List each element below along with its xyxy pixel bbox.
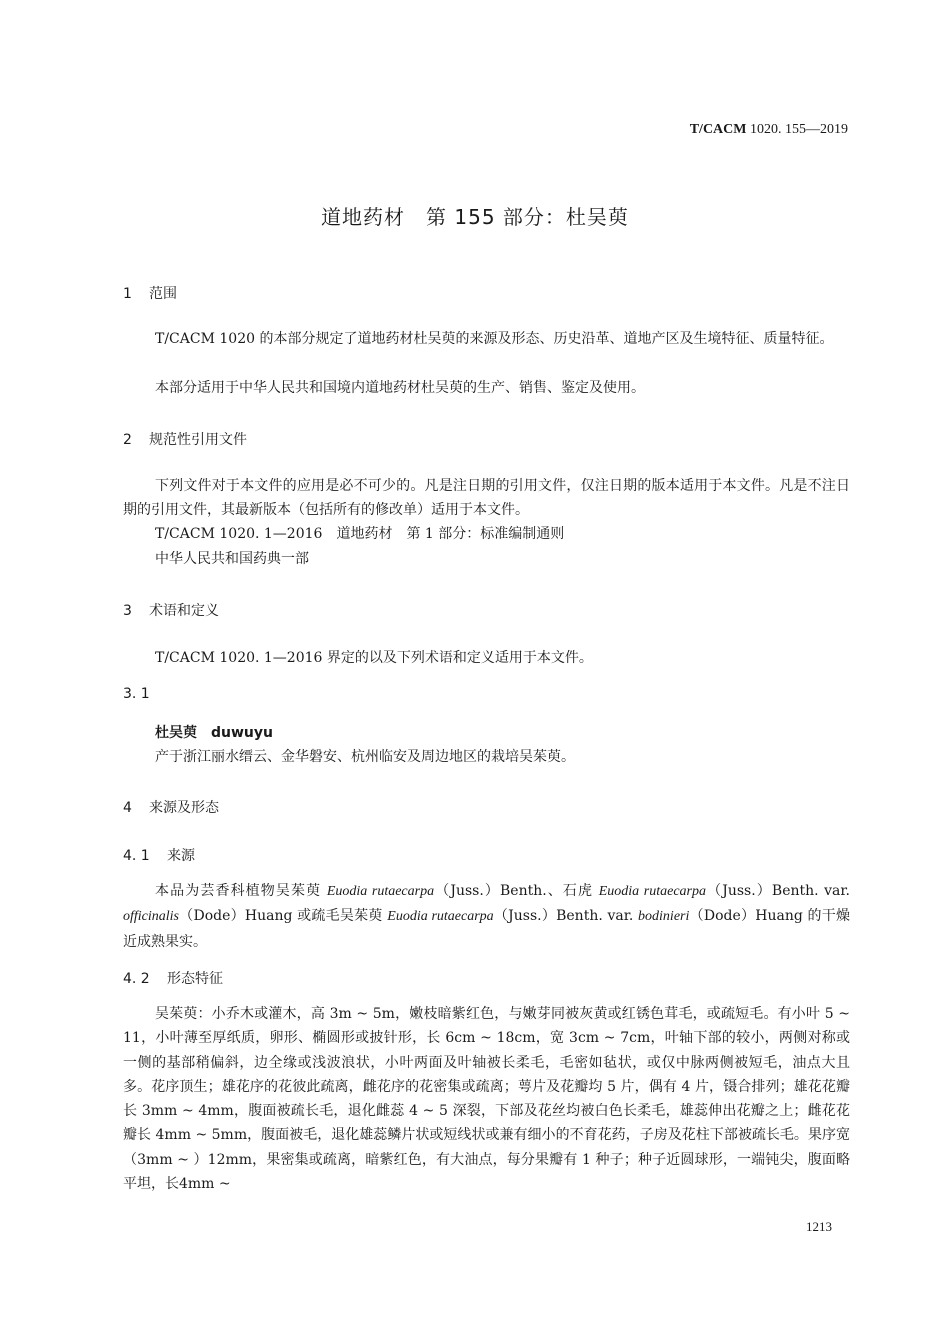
section-4-2-heading: 4. 2 形态特征 xyxy=(123,971,223,987)
section-4-2-paragraph: 吴茱萸：小乔木或灌木，高 3m ~ 5m，嫩枝暗紫红色，与嫩芽同被灰黄或红锈色茸毛，或疏短毛。有小叶 5 ~ 11，小叶薄至厚纸质，卵形、椭圆形或披针形，长 6cm ~ 18cm，宽 3cm ~ 7cm，叶轴下部的较小，两侧对称或一侧的基部稍偏斜，边全缘或浅波浪状，小叶两面及叶轴被长柔毛，毛密如毡状，或仅中脉两侧被短毛，油点大且多。花序顶生；雄花序的花彼此疏离，雌花序的花密集或疏离；萼片及花瓣均 5 片，偶有 4 片，镊合排列；雄花花瓣长 3mm ~ 4mm，腹面被疏长毛，退化雌蕊 4 ~ 5 深裂，下部及花丝均被白色长柔毛，雄蕊伸出花瓣之上；雌花花瓣长 4mm ~ 5mm，腹面被毛，退化雄蕊鳞片状或短线状或兼有细小的不育花药，子房及花柱下部被疏长毛。果序宽（3mm ~ ）12mm，果密集或疏离，暗紫红色，有大油点，每分果瓣有 1 种子；种子近圆球形，一端钝尖，腹面略平坦，长4mm ~ xyxy=(123,1006,850,1193)
term-definition: 产于浙江丽水缙云、金华磐安、杭州临安及周边地区的栽培吴茱萸。 xyxy=(155,749,575,765)
term-name: 杜吴萸 duwuyu xyxy=(155,725,273,741)
page-number: 1213 xyxy=(806,1219,832,1234)
section-2-heading: 2 规范性引用文件 xyxy=(123,432,247,448)
section-3-1-number: 3. 1 xyxy=(123,686,150,702)
section-1-paragraph-2: 本部分适用于中华人民共和国境内道地药材杜吴萸的生产、销售、鉴定及使用。 xyxy=(155,380,645,396)
standard-code: T/CACM 1020. 155—2019 xyxy=(689,122,848,137)
section-3-heading: 3 术语和定义 xyxy=(123,603,219,619)
section-1-paragraph-1: T/CACM 1020 的本部分规定了道地药材杜吴萸的来源及形态、历史沿革、道地产区及生境特征、质量特征。 xyxy=(155,331,834,347)
section-3-paragraph-1: T/CACM 1020. 1—2016 界定的以及下列术语和定义适用于本文件。 xyxy=(155,650,593,666)
section-2-paragraph-1: 下列文件对于本文件的应用是必不可少的。凡是注日期的引用文件，仅注日期的版本适用于本文件。凡是不注日期的引用文件，其最新版本（包括所有的修改单）适用于本文件。 xyxy=(123,478,850,519)
normative-reference-1: T/CACM 1020. 1—2016 道地药材 第 1 部分：标准编制通则 xyxy=(155,526,565,542)
document-title: 道地药材 第 155 部分：杜吴萸 xyxy=(321,205,629,229)
section-4-1-heading: 4. 1 来源 xyxy=(123,848,195,864)
normative-reference-2: 中华人民共和国药典一部 xyxy=(155,551,309,567)
section-4-1-paragraph: 本品为芸香科植物吴茱萸 Euodia rutaecarpa（Juss.）Benth.、石虎 Euodia rutaecarpa（Juss.）Benth. var. officinalis（Dode）Huang 或疏毛吴茱萸 Euodia rutaecarpa（Juss.）Benth. var. bodinieri（Dode）Huang 的干燥近成熟果实。 xyxy=(123,883,851,950)
section-1-heading: 1 范围 xyxy=(123,286,177,302)
section-4-heading: 4 来源及形态 xyxy=(123,800,219,816)
